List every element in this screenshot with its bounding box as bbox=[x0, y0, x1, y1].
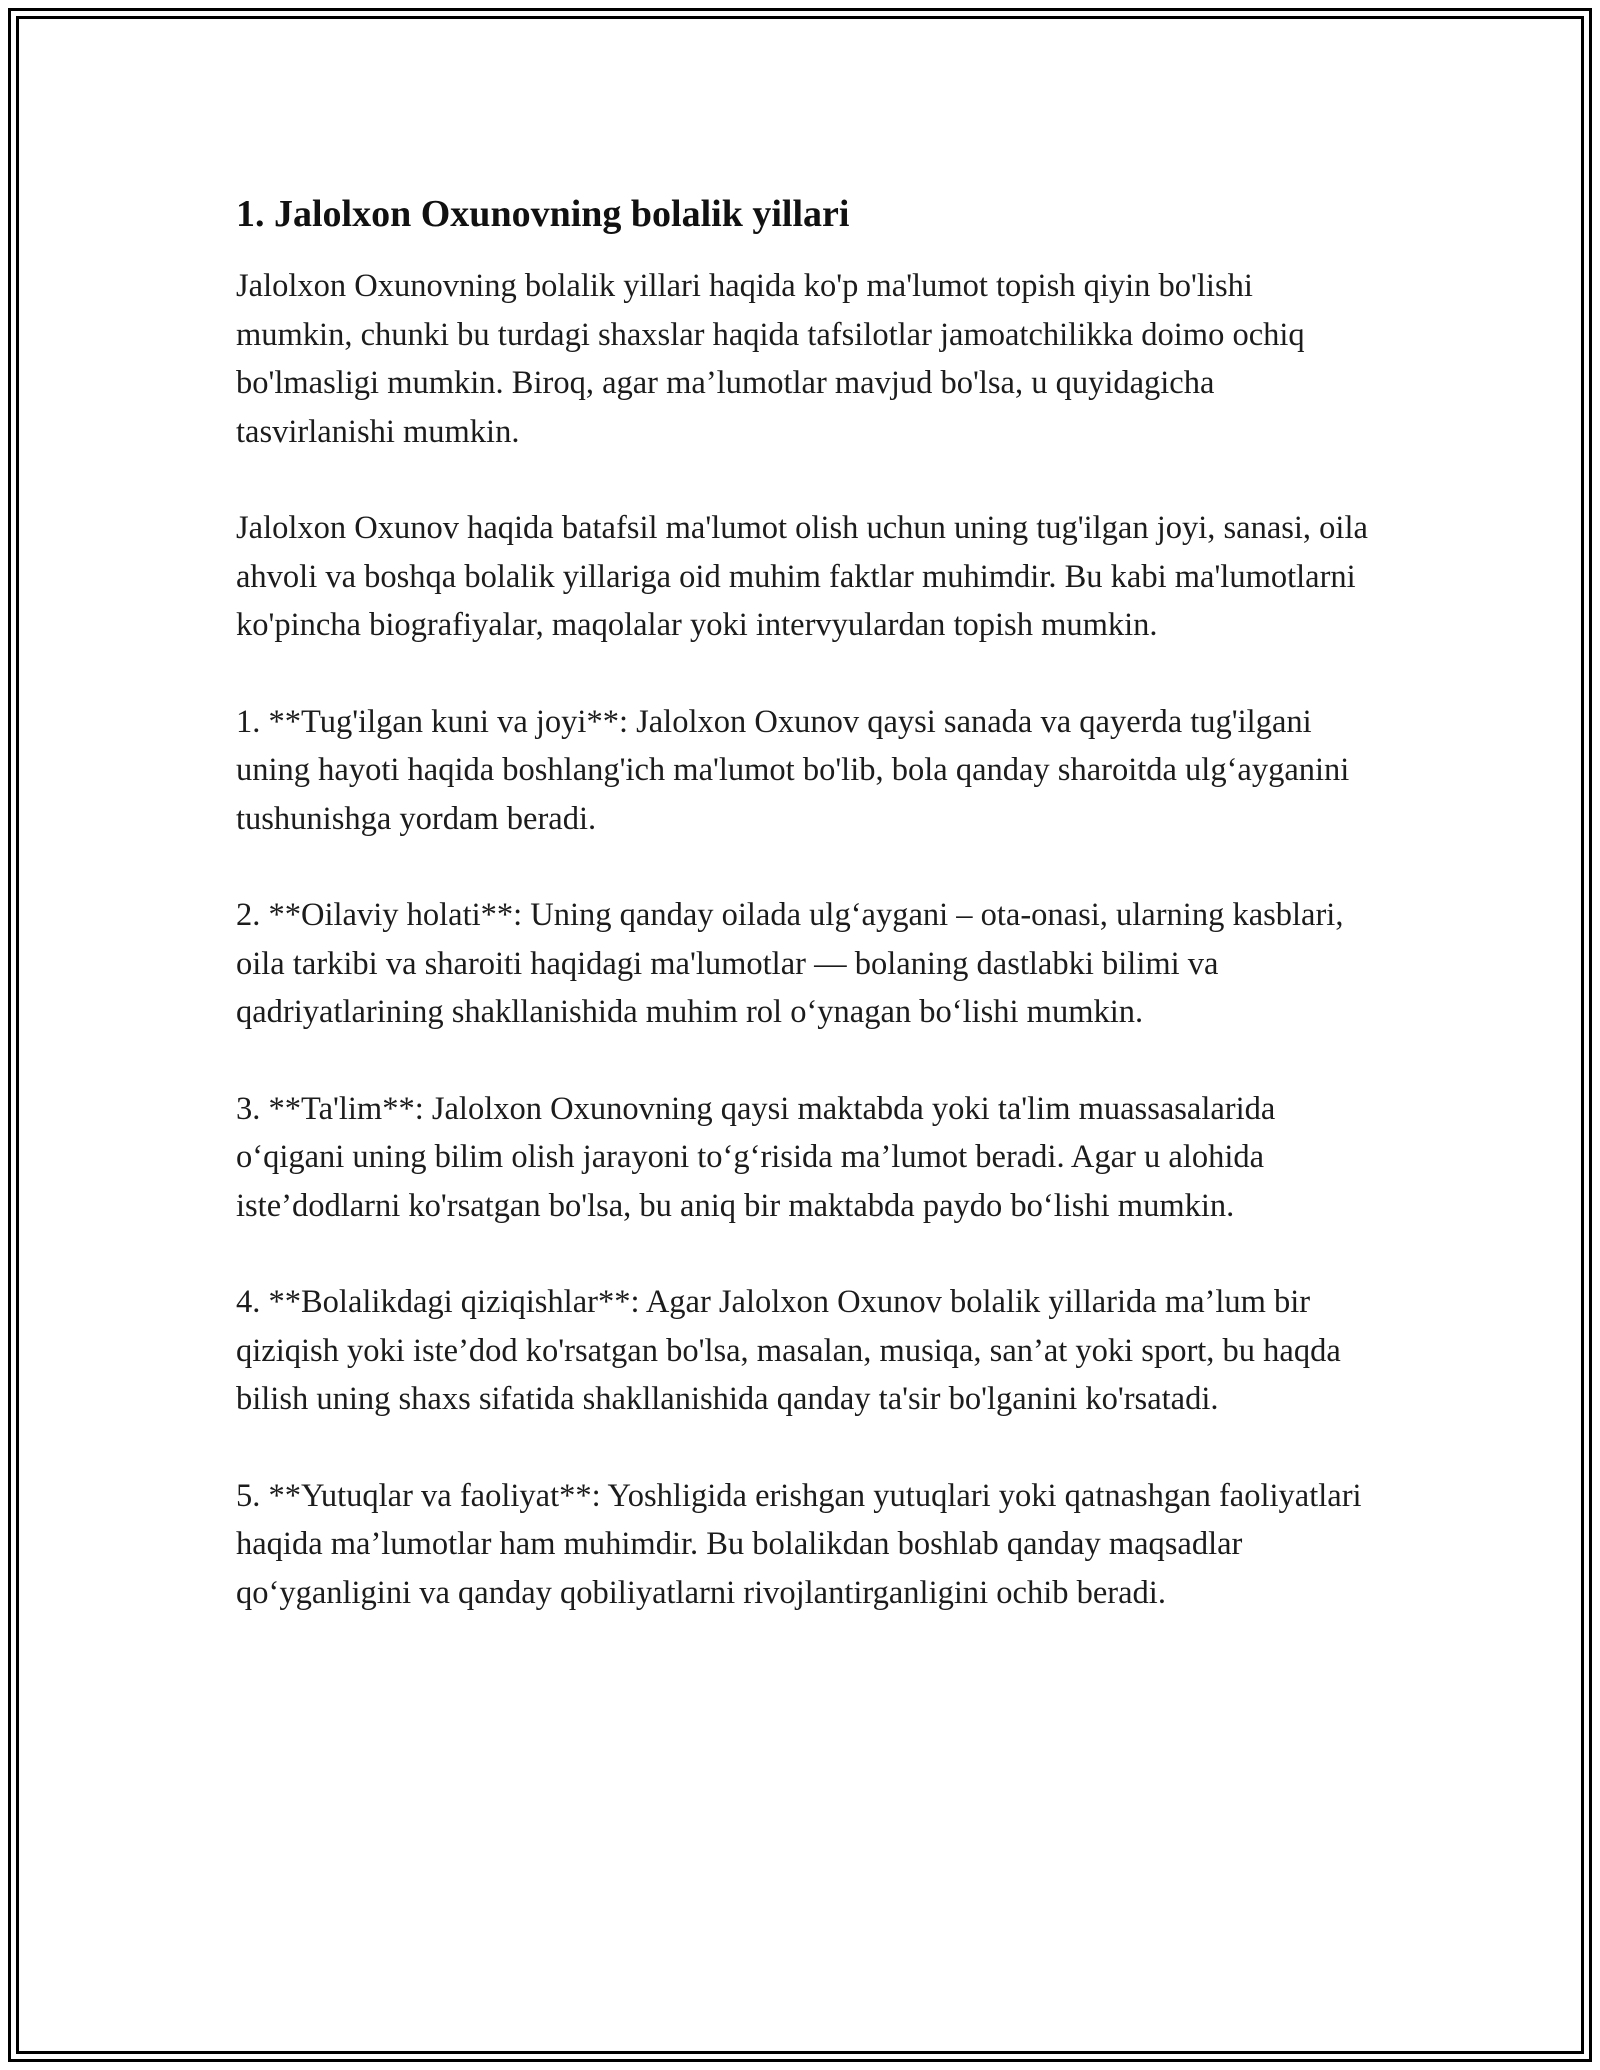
list-item-achievements: 5. **Yutuqlar va faoliyat**: Yoshligida erishgan yutuqlari yoki qatnashgan faoliyatlari haqida ma’lumotlar ham muhimdir. Bu bolalikdan boshlab qanday maqsadlar qo‘yganligini va qanday qobiliyatlarni rivojlantirganligini ochib beradi. bbox=[236, 1477, 1362, 1611]
list-item-birth: 1. **Tug'ilgan kuni va joyi**: Jalolxon Oxunov qaysi sanada va qayerda tug'ilgani uning hayoti haqida boshlang'ich ma'lumot bo'lib, bola qanday sharoitda ulg‘ayganini tushunishga yordam beradi. bbox=[236, 703, 1350, 837]
list-item-interests: 4. **Bolalikdagi qiziqishlar**: Agar Jalolxon Oxunov bolalik yillarida ma’lum bir qiziqish yoki iste’dod ko'rsatgan bo'lsa, masalan, musiqa, san’at yoki sport, bu haqda bilish uning shaxs sifatida shakllanishida qanday ta'sir bo'lganini ko'rsatadi. bbox=[236, 1284, 1341, 1417]
paragraph-details: Jalolxon Oxunov haqida batafsil ma'lumot olish uchun uning tug'ilgan joyi, sanasi, oila ahvoli va boshqa bolalik yillariga oid muhim faktlar muhimdir. Bu kabi ma'lumotlarni ko'pincha biografiyalar, maqolalar yoki intervyulardan topish mumkin. bbox=[236, 510, 1368, 643]
list-item-education: 3. **Ta'lim**: Jalolxon Oxunovning qaysi maktabda yoki ta'lim muassasalarida o‘qigani uning bilim olish jarayoni to‘g‘risida ma’lumot beradi. Agar u alohida iste’dodlarni ko'rsatgan bo'lsa, bu aniq bir maktabda paydo bo‘lishi mumkin. bbox=[236, 1090, 1276, 1224]
document-body bbox=[236, 188, 1372, 1665]
section-heading: 1. Jalolxon Oxunovning bolalik yillari bbox=[236, 193, 850, 235]
paragraph-intro: Jalolxon Oxunovning bolalik yillari haqida ko'p ma'lumot topish qiyin bo'lishi mumkin, chunki bu turdagi shaxslar haqida tafsilotlar jamoatchilikka doimo ochiq bo'lmasligi mumkin. Biroq, agar ma’lumotlar mavjud bo'lsa, u quyidagicha tasvirlanishi mumkin. bbox=[236, 268, 1305, 450]
list-item-family: 2. **Oilaviy holati**: Uning qanday oilada ulg‘aygani – ota-onasi, ularning kasblari, oila tarkibi va sharoiti haqidagi ma'lumotlar — bolaning dastlabki bilimi va qadriyatlarining shakllanishida muhim rol o‘ynagan bo‘lishi mumkin. bbox=[236, 897, 1344, 1030]
